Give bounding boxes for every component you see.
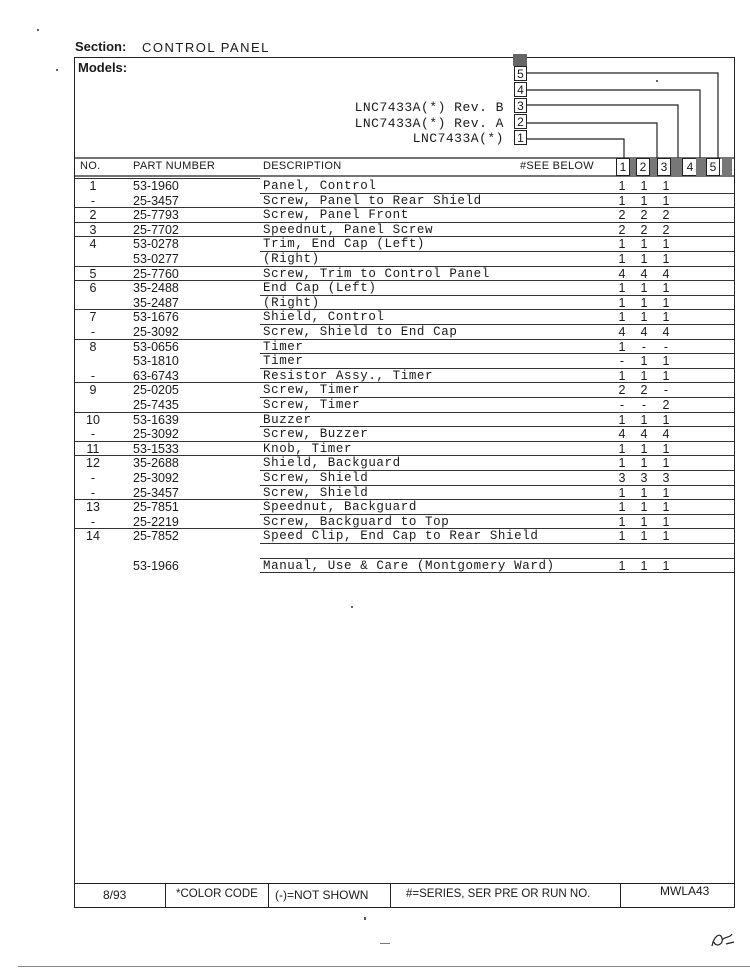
row-quantity: 1 — [640, 310, 648, 325]
row-description: Screw, Trim to Control Panel — [263, 266, 490, 281]
row-quantity: 2 — [662, 222, 670, 237]
row-quantity: 1 — [662, 412, 670, 427]
series-column-shade — [671, 158, 682, 176]
group-divider — [75, 207, 260, 208]
model-name: LNC7433A(*) Rev. A — [354, 116, 504, 131]
row-quantity: 1 — [618, 485, 626, 500]
row-item-number: 4 — [89, 237, 97, 252]
footer-not-shown: (-)=NOT SHOWN — [275, 888, 369, 902]
row-quantity: 2 — [662, 208, 670, 223]
models-label: Models: — [78, 60, 128, 75]
row-quantity: 1 — [640, 354, 648, 369]
row-quantity: 1 — [640, 295, 648, 310]
row-item-number: 7 — [89, 310, 97, 325]
row-quantity: 1 — [618, 193, 626, 208]
row-item-number: - — [90, 514, 96, 529]
section-title: CONTROL PANEL — [142, 40, 270, 55]
row-description: Timer — [263, 339, 304, 354]
row-quantity: - — [619, 398, 625, 412]
footer-doc-id: MWLA43 — [660, 884, 710, 898]
row-quantity: 2 — [618, 208, 626, 223]
row-quantity: 1 — [662, 281, 670, 296]
row-part-number: 25-2219 — [133, 514, 179, 529]
row-quantity: 1 — [640, 485, 648, 500]
row-quantity: 4 — [662, 266, 670, 281]
model-name: LNC7433A(*) — [412, 131, 504, 146]
group-divider — [75, 280, 260, 281]
row-quantity: 2 — [640, 383, 648, 398]
series-column-shade — [650, 158, 657, 176]
row-part-number: 35-2688 — [133, 456, 179, 471]
row-item-number: - — [90, 427, 96, 442]
series-box: 2 — [514, 114, 527, 129]
row-quantity: 3 — [662, 471, 670, 485]
group-divider — [75, 382, 260, 383]
footer-date: 8/93 — [103, 888, 127, 902]
row-quantity: 1 — [662, 252, 670, 266]
row-quantity: 1 — [662, 179, 670, 193]
row-quantity: 1 — [640, 368, 648, 383]
page-bottom-rule — [18, 966, 750, 967]
row-quantity: 1 — [618, 529, 626, 544]
group-divider — [75, 236, 260, 237]
scan-speck — [656, 80, 658, 82]
row-quantity: 1 — [618, 281, 626, 296]
row-item-number: 3 — [89, 222, 97, 237]
row-part-number: 35-2488 — [133, 281, 179, 296]
row-quantity: 1 — [618, 558, 626, 573]
row-quantity: - — [641, 339, 647, 354]
row-quantity: 1 — [618, 237, 626, 252]
row-quantity: - — [619, 354, 625, 369]
row-quantity: 1 — [662, 310, 670, 325]
row-part-number: 25-7851 — [133, 500, 179, 515]
row-quantity: 4 — [618, 427, 626, 442]
row-part-number: 25-7793 — [133, 208, 179, 223]
row-part-number: 25-7760 — [133, 266, 179, 281]
row-quantity: 1 — [618, 441, 626, 456]
row-quantity: 1 — [662, 295, 670, 310]
header-part-number: PART NUMBER — [133, 160, 216, 172]
row-part-number: 53-0278 — [133, 237, 179, 252]
row-description: Screw, Timer — [263, 383, 361, 398]
row-quantity: 2 — [662, 398, 670, 412]
row-quantity: 4 — [662, 427, 670, 442]
row-quantity: 1 — [662, 193, 670, 208]
row-quantity: 4 — [640, 266, 648, 281]
row-part-number: 25-3092 — [133, 325, 179, 339]
row-part-number: 25-7435 — [133, 398, 179, 412]
row-underline — [260, 543, 734, 544]
row-quantity: 4 — [662, 325, 670, 339]
row-quantity: 1 — [618, 310, 626, 325]
row-quantity: - — [663, 339, 669, 354]
scan-speck — [364, 917, 366, 920]
row-part-number: 25-0205 — [133, 383, 179, 398]
row-description: Screw, Backguard to Top — [263, 514, 450, 529]
row-item-number: - — [90, 368, 96, 383]
series-column-2: 2 — [636, 158, 650, 176]
footer-bar — [74, 883, 735, 909]
row-quantity: 1 — [662, 354, 670, 369]
row-description: (Right) — [263, 295, 320, 310]
series-box: 1 — [514, 130, 527, 145]
group-divider — [75, 309, 260, 310]
row-quantity: 1 — [662, 237, 670, 252]
row-quantity: 1 — [662, 529, 670, 544]
row-description: Screw, Shield to End Cap — [263, 325, 458, 339]
row-description: Manual, Use & Care (Montgomery Ward) — [263, 558, 555, 573]
row-quantity: 1 — [618, 252, 626, 266]
row-part-number: 53-1966 — [133, 558, 179, 573]
row-quantity: 1 — [640, 558, 648, 573]
header-description: DESCRIPTION — [263, 160, 342, 172]
row-quantity: 1 — [618, 179, 626, 193]
row-quantity: 1 — [640, 179, 648, 193]
row-part-number: 53-1960 — [133, 179, 179, 193]
row-quantity: - — [641, 398, 647, 412]
model-name: LNC7433A(*) Rev. B — [354, 100, 504, 115]
row-part-number: 25-3092 — [133, 427, 179, 442]
row-item-number: 1 — [89, 179, 97, 193]
series-box: 4 — [514, 82, 527, 97]
row-underline — [260, 572, 734, 573]
row-item-number: 5 — [89, 266, 97, 281]
row-item-number: - — [90, 485, 96, 500]
row-quantity: 1 — [662, 558, 670, 573]
footer-divider — [165, 883, 166, 908]
row-quantity: 2 — [618, 222, 626, 237]
row-description: Timer — [263, 354, 304, 369]
row-quantity: 4 — [640, 427, 648, 442]
row-quantity: 2 — [640, 208, 648, 223]
row-part-number: 53-0656 — [133, 339, 179, 354]
row-description: Trim, End Cap (Left) — [263, 237, 426, 252]
group-divider — [75, 266, 260, 267]
row-quantity: 1 — [618, 368, 626, 383]
group-divider — [75, 455, 260, 456]
row-part-number: 25-3092 — [133, 471, 179, 485]
row-description: Speednut, Panel Screw — [263, 222, 434, 237]
row-quantity: - — [663, 383, 669, 398]
row-description: Screw, Timer — [263, 398, 361, 412]
row-item-number: 6 — [89, 281, 97, 296]
row-quantity: 4 — [640, 325, 648, 339]
row-part-number: 25-3457 — [133, 193, 179, 208]
row-item-number: 14 — [86, 529, 100, 544]
section-label: Section: — [75, 39, 127, 54]
row-description: Resistor Assy., Timer — [263, 368, 434, 383]
row-quantity: 1 — [618, 295, 626, 310]
series-box: 3 — [514, 98, 527, 113]
row-quantity: 1 — [662, 514, 670, 529]
group-divider — [75, 412, 260, 413]
row-item-number: - — [90, 325, 96, 339]
group-divider — [75, 528, 260, 529]
footer-series-note: #=SERIES, SER PRE OR RUN NO. — [406, 888, 591, 900]
group-divider — [75, 222, 260, 223]
series-column-1: 1 — [616, 158, 630, 176]
row-quantity: 1 — [662, 368, 670, 383]
row-part-number: 35-2487 — [133, 295, 179, 310]
row-quantity: 3 — [618, 471, 626, 485]
group-divider — [75, 441, 260, 442]
header-see-below: #SEE BELOW — [520, 160, 594, 172]
row-quantity: 1 — [640, 456, 648, 471]
scan-speck — [56, 69, 58, 71]
row-item-number: 12 — [86, 456, 100, 471]
series-column-4: 4 — [682, 158, 698, 176]
footer-divider — [268, 883, 269, 908]
row-part-number: 53-1676 — [133, 310, 179, 325]
header-no: NO. — [80, 160, 101, 172]
row-quantity: 1 — [662, 485, 670, 500]
scan-speck — [37, 29, 39, 31]
row-description: Knob, Timer — [263, 441, 353, 456]
row-item-number: 13 — [86, 500, 100, 515]
row-item-number: 8 — [89, 339, 97, 354]
group-divider — [75, 178, 260, 179]
series-column-shade — [722, 158, 732, 176]
handwritten-initials — [708, 928, 738, 952]
row-quantity: 1 — [640, 500, 648, 515]
row-quantity: 2 — [618, 383, 626, 398]
row-description: Screw, Panel Front — [263, 208, 409, 223]
series-column-3: 3 — [657, 158, 671, 176]
series-column-5: 5 — [706, 158, 720, 176]
row-description: Screw, Shield — [263, 485, 369, 500]
row-part-number: 53-0277 — [133, 252, 179, 266]
row-part-number: 53-1533 — [133, 441, 179, 456]
row-quantity: 1 — [640, 193, 648, 208]
row-quantity: 1 — [662, 500, 670, 515]
group-divider — [75, 499, 260, 500]
row-quantity: 1 — [618, 500, 626, 515]
series-column-shade — [696, 158, 706, 176]
group-divider — [75, 339, 260, 340]
row-description: Shield, Control — [263, 310, 385, 325]
row-item-number: - — [90, 471, 96, 485]
row-description: Panel, Control — [263, 179, 377, 193]
scan-speck — [380, 943, 390, 944]
row-quantity: 1 — [640, 441, 648, 456]
row-quantity: 4 — [618, 266, 626, 281]
footer-color-code: *COLOR CODE — [176, 888, 258, 900]
model-connector-lines — [0, 0, 750, 180]
row-description: (Right) — [263, 252, 320, 266]
row-description: Buzzer — [263, 412, 312, 427]
row-item-number: 10 — [86, 412, 100, 427]
row-quantity: 1 — [662, 456, 670, 471]
row-quantity: 1 — [662, 441, 670, 456]
row-quantity: 4 — [618, 325, 626, 339]
row-description: Speed Clip, End Cap to Rear Shield — [263, 529, 539, 544]
row-quantity: 1 — [618, 412, 626, 427]
row-quantity: 1 — [640, 514, 648, 529]
row-item-number: 2 — [89, 208, 97, 223]
row-quantity: 1 — [618, 456, 626, 471]
row-quantity: 1 — [640, 529, 648, 544]
row-part-number: 25-7702 — [133, 222, 179, 237]
row-quantity: 2 — [640, 222, 648, 237]
row-description: Speednut, Backguard — [263, 500, 417, 515]
row-quantity: 1 — [618, 514, 626, 529]
series-box: 5 — [514, 66, 527, 81]
row-quantity: 1 — [640, 281, 648, 296]
row-item-number: 11 — [86, 441, 100, 456]
row-item-number: 9 — [89, 383, 97, 398]
footer-divider — [390, 883, 391, 908]
row-description: Screw, Panel to Rear Shield — [263, 193, 482, 208]
scan-speck — [351, 606, 353, 608]
row-description: Screw, Buzzer — [263, 427, 369, 442]
row-description: Shield, Backguard — [263, 456, 401, 471]
row-quantity: 1 — [640, 252, 648, 266]
row-quantity: 3 — [640, 471, 648, 485]
row-part-number: 25-7852 — [133, 529, 179, 544]
row-part-number: 25-3457 — [133, 485, 179, 500]
row-part-number: 53-1810 — [133, 354, 179, 369]
row-quantity: 1 — [618, 339, 626, 354]
row-part-number: 63-6743 — [133, 368, 179, 383]
row-quantity: 1 — [640, 412, 648, 427]
row-part-number: 53-1639 — [133, 412, 179, 427]
row-item-number: - — [90, 193, 96, 208]
row-description: End Cap (Left) — [263, 281, 377, 296]
footer-divider — [620, 883, 621, 908]
row-quantity: 1 — [640, 237, 648, 252]
row-description: Screw, Shield — [263, 471, 369, 485]
